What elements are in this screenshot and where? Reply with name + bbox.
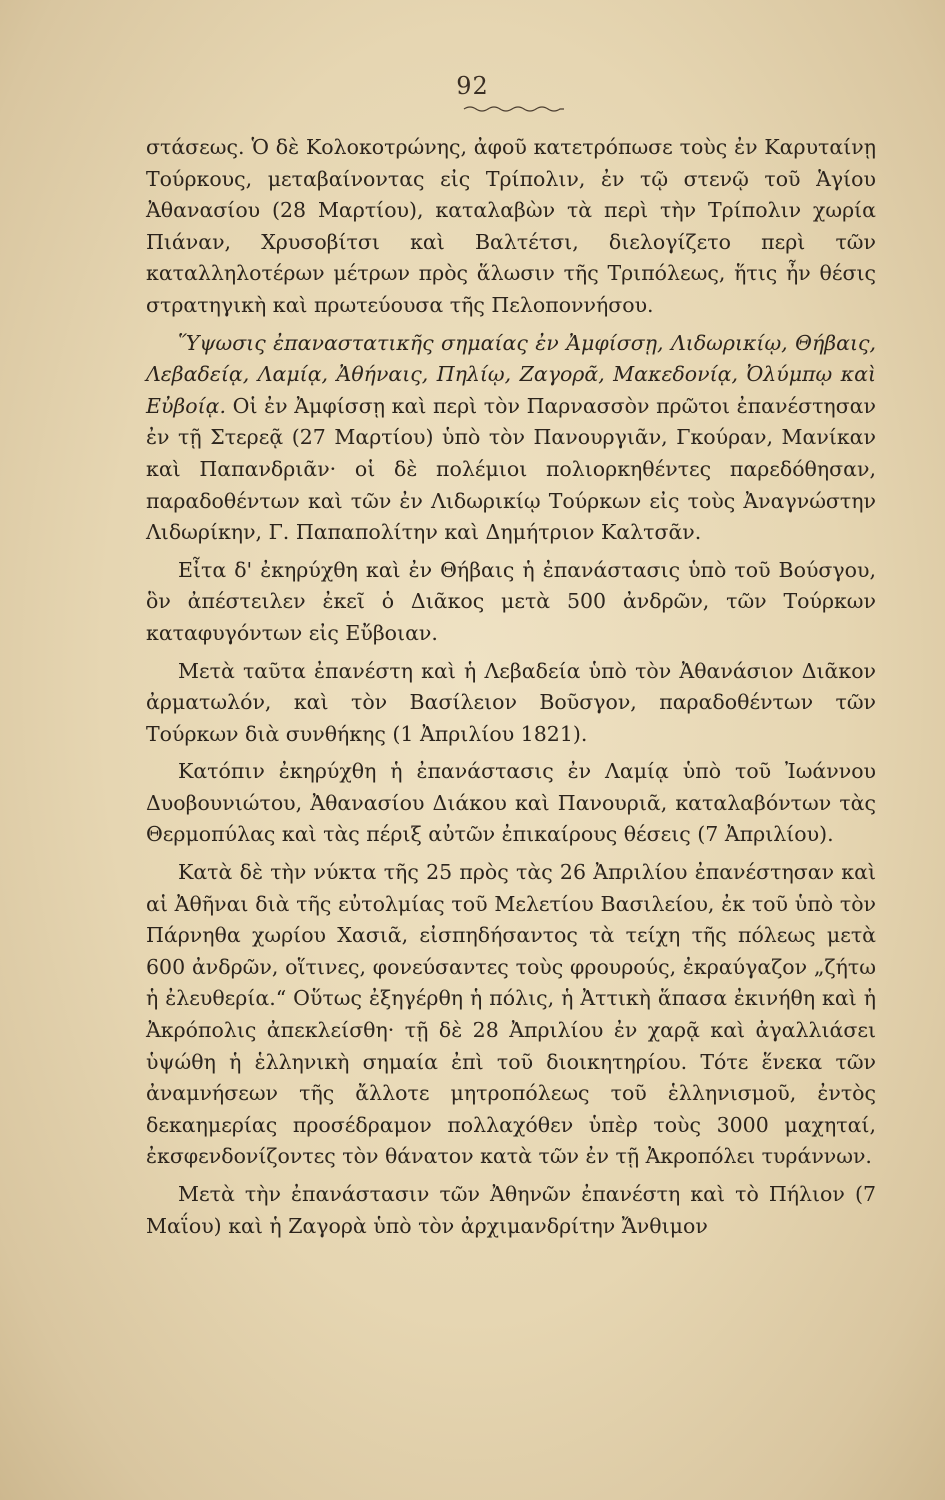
page-number: 92 (456, 72, 489, 100)
paragraph-1 (146, 132, 876, 322)
paragraph-text: στάσεως. Ὁ δὲ Κολοκοτρώνης, ἀφοῦ κατετρόπωσε τοὺς ἐν Καρυταίνῃ Τούρκους, μεταβαίνοντας εἰς Τρίπολιν, ἐν τῷ στενῷ τοῦ Ἁγίου Ἀθανασίου (28 Μαρτίου), καταλαβὼν τὰ περὶ τὴν Τρίπολιν χωρία Πιάναν, Χρυσοβίτσι καὶ Βαλτέτσι, διελογίζετο περὶ τῶν καταλληλοτέρων μέτρων πρὸς ἅλωσιν τῆς Τριπόλεως, ἥτις ἦν θέσις στρατηγικὴ καὶ πρωτεύουσα τῆς Πελοποννήσου. (146, 135, 876, 317)
paragraph-3 (146, 555, 876, 650)
paragraph-text: Κατόπιν ἐκηρύχθη ἡ ἐπανάστασις ἐν Λαμίᾳ ὑπὸ τοῦ Ἰωάννου Δυοβουνιώτου, Ἀθανασίου Διάκου καὶ Πανουριᾶ, καταλαβόντων τὰς Θερμοπύλας καὶ τὰς πέριξ αὐτῶν ἐπικαίρους θέσεις (7 Ἀπριλίου). (146, 759, 876, 847)
decorative-swash-ornament (462, 104, 566, 114)
paragraph-text: Εἶτα δ' ἐκηρύχθη καὶ ἐν Θήβαις ἡ ἐπανάστασις ὑπὸ τοῦ Βούσγου, ὃν ἀπέστειλεν ἐκεῖ ὁ Διᾶκος μετὰ 500 ἀνδρῶν, τῶν Τούρκων καταφυγόντων εἰς Εὔβοιαν. (146, 557, 876, 645)
paragraph-5 (146, 756, 876, 851)
paragraph-text: Μετὰ ταῦτα ἐπανέστη καὶ ἡ Λεβαδεία ὑπὸ τὸν Ἀθανάσιον Διᾶκον ἀρματωλόν, καὶ τὸν Βασίλειον Βοῦσγον, παραδοθέντων τῶν Τούρκων διὰ συνθήκης (1 Ἀπριλίου 1821). (146, 658, 876, 746)
paragraph-6 (146, 857, 876, 1173)
paragraph-2 (146, 328, 876, 549)
paragraph-text: Μετὰ τὴν ἐπανάστασιν τῶν Ἀθηνῶν ἐπανέστη καὶ τὸ Πήλιον (7 Μαΐου) καὶ ἡ Ζαγορὰ ὑπὸ τὸν ἀρχιμανδρίτην Ἄνθιμον (146, 1182, 876, 1238)
paragraph-4 (146, 656, 876, 751)
body-text (146, 132, 876, 1248)
section-heading-italic: Ὕψωσις ἐπαναστατικῆς σημαίας ἐν Ἀμφίσσῃ, Λιδωρικίῳ, Θήβαις, Λεβαδείᾳ, Λαμίᾳ, Ἀθήναις, Πηλίῳ, Ζαγορᾶ, Μακεδονίᾳ, Ὀλύμπῳ καὶ Εὐβοίᾳ. (146, 330, 876, 418)
paragraph-text: Κατὰ δὲ τὴν νύκτα τῆς 25 πρὸς τὰς 26 Ἀπριλίου ἐπανέστησαν καὶ αἱ Ἀθῆναι διὰ τῆς εὐτολμίας τοῦ Μελετίου Βασιλείου, ἐκ τοῦ ὑπὸ τὸν Πάρνηθα χωρίου Χασιᾶ, εἰσπηδήσαντος τὰ τείχη τῆς πόλεως μετὰ 600 ἀνδρῶν, οἵτινες, φονεύσαντες τοὺς φρουρούς, ἐκραύγαζον „ζήτω ἡ ἐλευθερία.“ Οὕτως ἐξηγέρθη ἡ πόλις, ἡ Ἀττικὴ ἅπασα ἐκινήθη καὶ ἡ Ἀκρόπολις ἀπεκλείσθη· τῇ δὲ 28 Ἀπριλίου ἐν χαρᾷ καὶ ἀγαλλιάσει ὑψώθη ἡ ἑλληνικὴ σημαία ἐπὶ τοῦ διοικητηρίου. Τότε ἕνεκα τῶν ἀναμνήσεων τῆς ἄλλοτε μητροπόλεως τοῦ ἑλληνισμοῦ, ἐντὸς δεκαημερίας προσέδραμον πολλαχόθεν ὑπὲρ τοὺς 3000 μαχηταί, ἐκσφενδονίζοντες τὸν θάνατον κατὰ τῶν ἐν τῇ Ἀκροπόλει τυράννων. (146, 860, 876, 1169)
paragraph-text: Οἱ ἐν Ἀμφίσσῃ καὶ περὶ τὸν Παρνασσὸν πρῶτοι ἐπανέστησαν ἐν τῇ Στερεᾷ (27 Μαρτίου) ὑπὸ τὸν Πανουργιᾶν, Γκούραν, Μανίκαν καὶ Παπανδριᾶν· οἱ δὲ πολέμιοι πολιορκηθέντες παρεδόθησαν, παραδοθέντων καὶ τῶν ἐν Λιδωρικίῳ Τούρκων εἰς τοὺς Ἀναγνώστην Λιδωρίκην, Γ. Παπαπολίτην καὶ Δημήτριον Καλτσᾶν. (146, 393, 876, 545)
paragraph-7 (146, 1179, 876, 1242)
